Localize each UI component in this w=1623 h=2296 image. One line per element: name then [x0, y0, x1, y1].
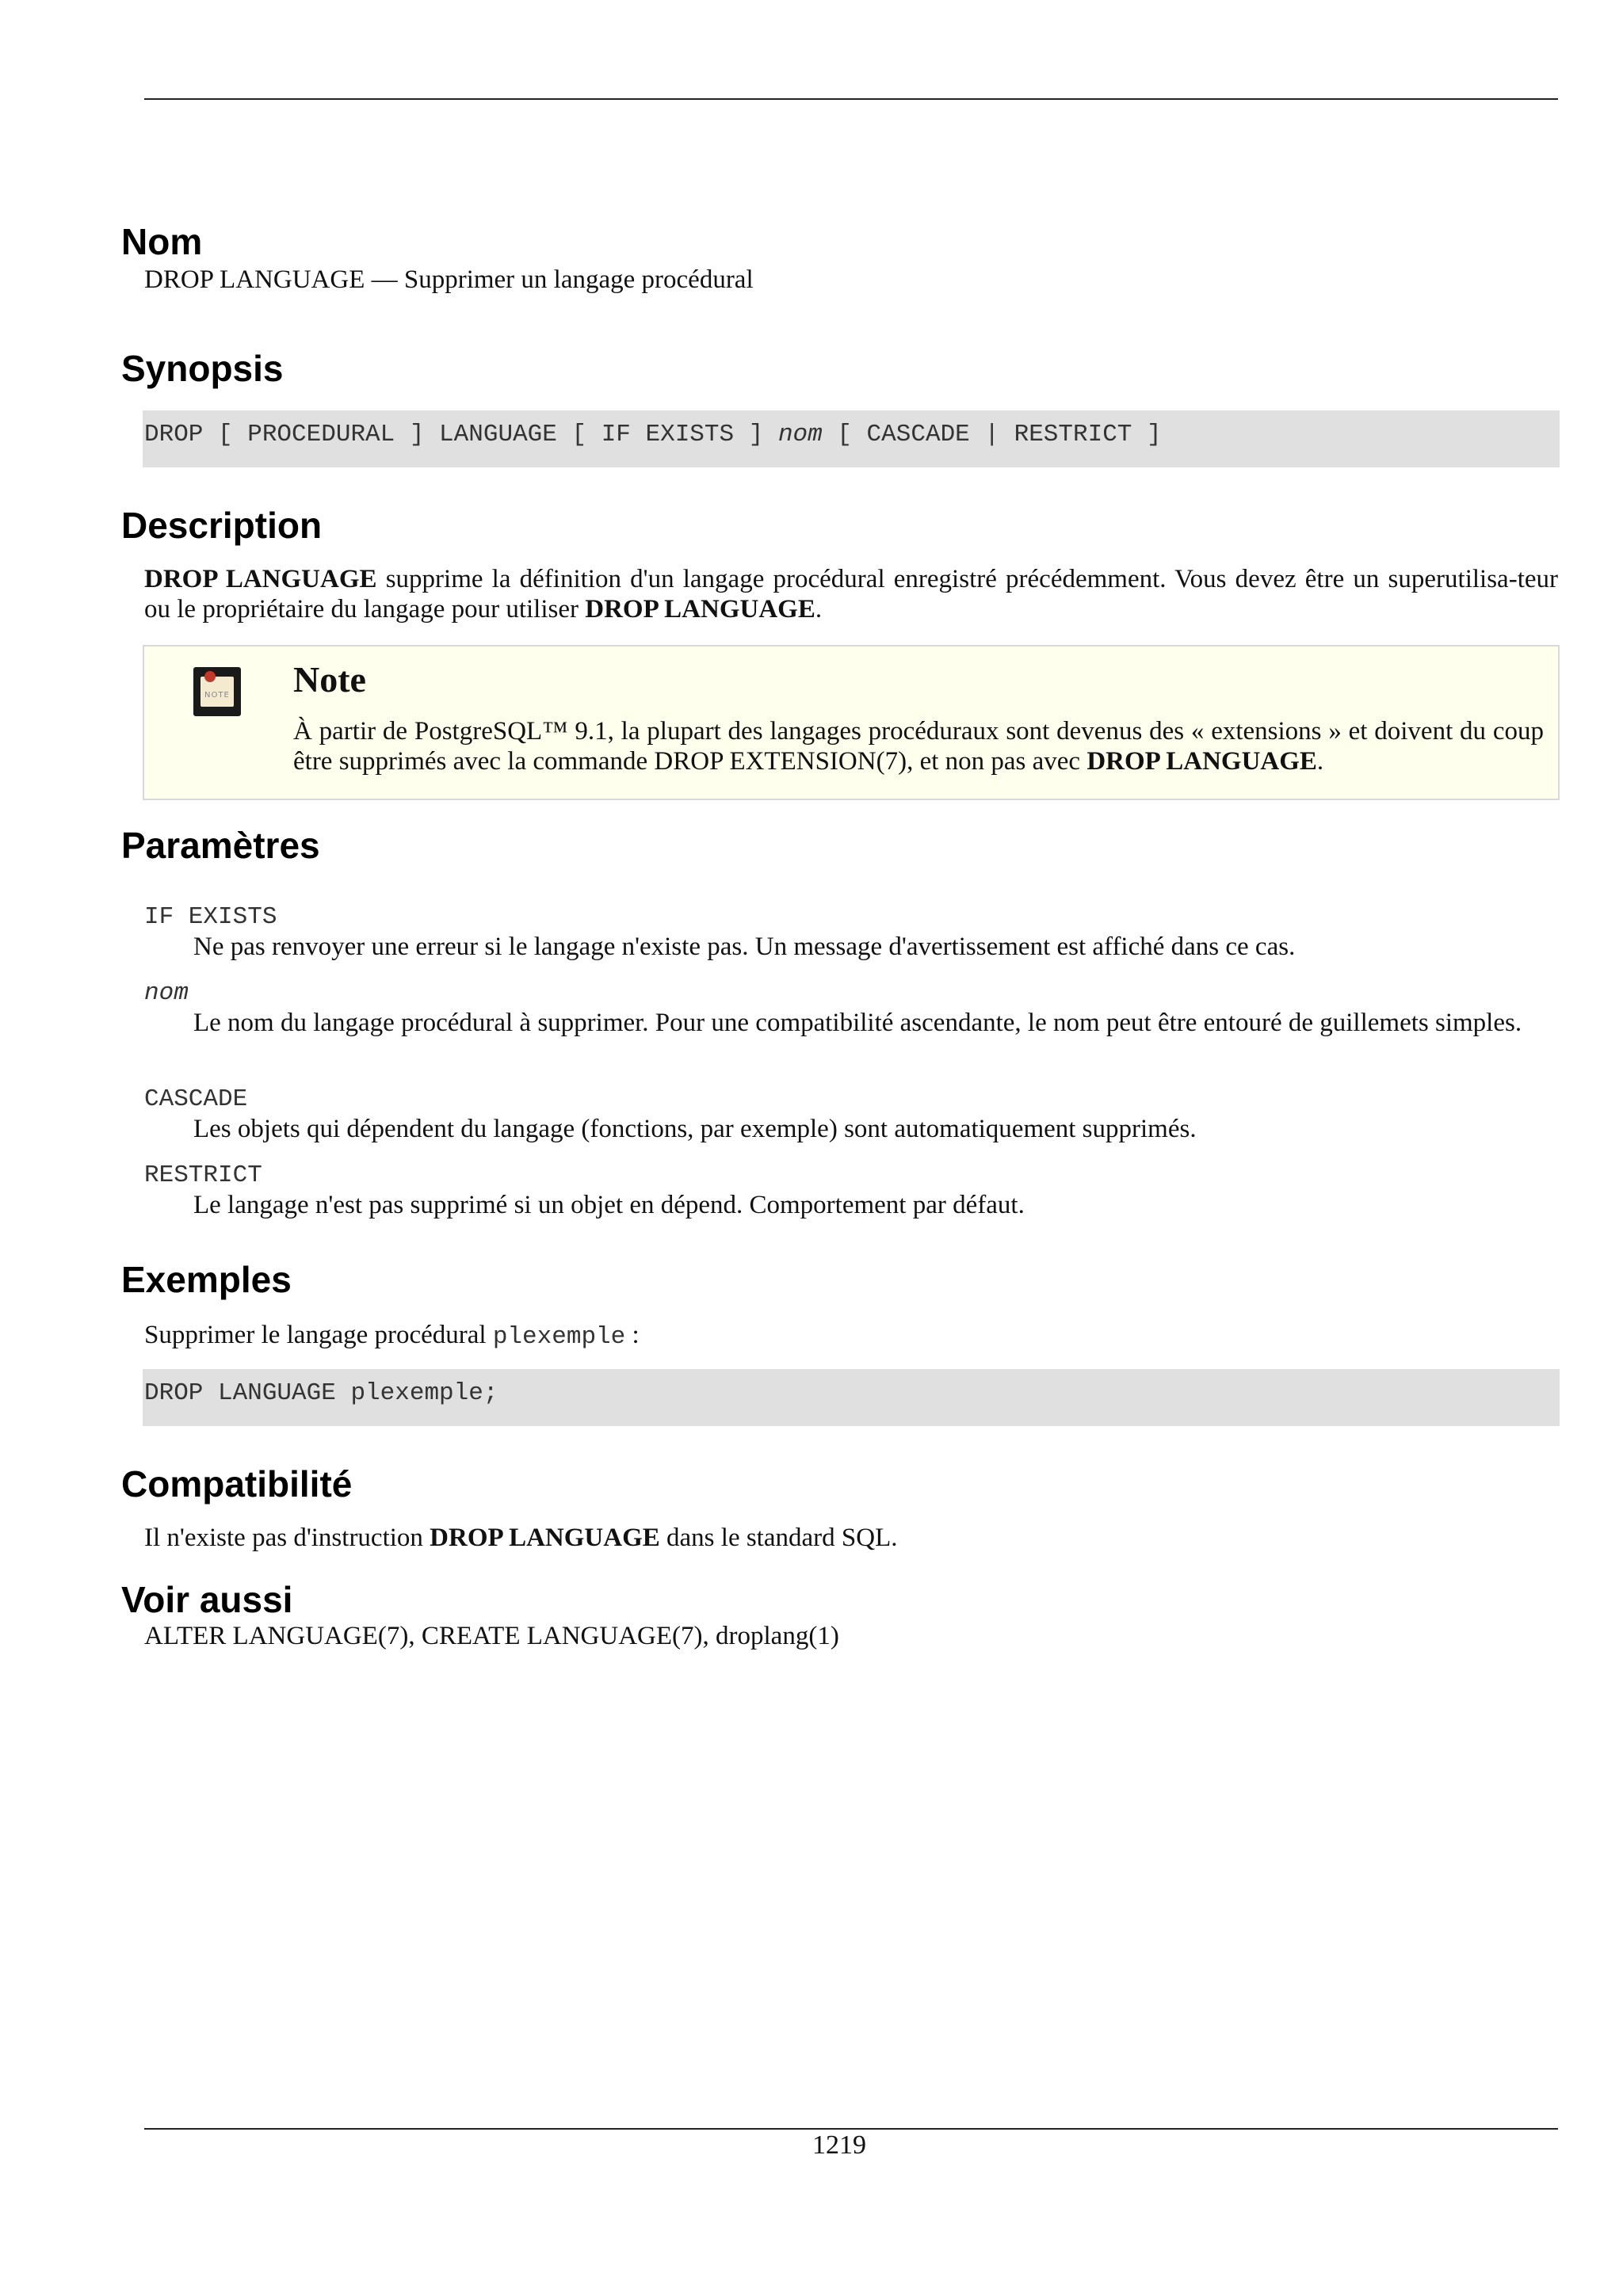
param-desc-cascade: Les objets qui dépendent du langage (fonctions, par exemple) sont automatiquement supprimés. — [193, 1115, 1197, 1143]
heading-parametres: Paramètres — [121, 825, 320, 866]
synopsis-code-param: nom — [777, 421, 823, 448]
heading-compatibilite: Compatibilité — [121, 1463, 353, 1505]
note-title: Note — [293, 659, 366, 700]
description-cmd: DROP LANGUAGE — [144, 565, 377, 593]
note-box — [143, 645, 1560, 800]
param-desc-if-exists: Ne pas renvoyer une erreur si le langage n'existe pas. Un message d'avertissement est affiché dans ce cas. — [193, 933, 1296, 961]
description-text-1: supprime la définition d'un langage procédural enregistré précédemment. Vous devez être un superutilisa-teur ou le propriétaire du langage pour utiliser — [144, 565, 1558, 624]
page-number: 1219 — [812, 2130, 866, 2160]
compatibilite-text — [144, 1523, 897, 1553]
compatibilite-text-2: dans le standard SQL. — [659, 1524, 898, 1552]
heading-description: Description — [121, 505, 323, 546]
description-text — [144, 564, 1558, 624]
exemples-intro-end: : — [625, 1321, 640, 1349]
param-term-cascade: CASCADE — [144, 1085, 248, 1113]
param-term-nom: nom — [144, 979, 189, 1007]
param-desc-restrict: Le langage n'est pas supprimé si un objet en dépend. Comportement par défaut. — [193, 1191, 1025, 1219]
note-icon-label: NOTE — [204, 691, 230, 700]
heading-exemples: Exemples — [121, 1259, 292, 1300]
exemples-intro-text: Supprimer le langage procédural — [144, 1321, 493, 1349]
note-icon — [193, 667, 241, 716]
note-text-2: . — [1316, 747, 1324, 776]
compatibilite-cmd: DROP LANGUAGE — [430, 1524, 660, 1552]
note-cmd: DROP LANGUAGE — [1086, 747, 1317, 776]
note-icon-pin — [204, 671, 216, 682]
nom-text: DROP LANGUAGE — Supprimer un langage procédural — [144, 265, 754, 294]
synopsis-code-suffix: [ CASCADE | RESTRICT ] — [822, 421, 1162, 448]
synopsis-code-prefix: DROP [ PROCEDURAL ] LANGUAGE [ IF EXISTS ] — [144, 421, 778, 448]
exemples-code: DROP LANGUAGE plexemple; — [143, 1369, 1560, 1426]
heading-voir-aussi: Voir aussi — [121, 1579, 293, 1620]
description-cmd-2: DROP LANGUAGE — [585, 595, 815, 624]
param-desc-nom: Le nom du langage procédural à supprimer. Pour une compatibilité ascendante, le nom peut être entouré de guillemets simples. — [193, 1009, 1522, 1037]
header-rule — [144, 98, 1558, 100]
heading-nom: Nom — [121, 221, 203, 262]
synopsis-code — [143, 410, 1560, 467]
param-term-if-exists: IF EXISTS — [144, 903, 277, 931]
compatibilite-text-1: Il n'existe pas d'instruction — [144, 1524, 430, 1552]
exemples-intro — [144, 1320, 640, 1352]
description-text-2: . — [815, 595, 823, 624]
exemples-intro-code: plexemple — [492, 1323, 626, 1351]
voir-aussi-text: ALTER LANGUAGE(7), CREATE LANGUAGE(7), droplang(1) — [144, 1622, 839, 1650]
param-term-restrict: RESTRICT — [144, 1161, 262, 1189]
heading-synopsis: Synopsis — [121, 348, 284, 389]
note-text — [293, 716, 1544, 776]
note-text-1: À partir de PostgreSQL™ 9.1, la plupart des langages procéduraux sont devenus des « extensions » et doivent du coup être supprimés avec la commande DROP EXTENSION(7), et non pas avec — [293, 717, 1544, 776]
